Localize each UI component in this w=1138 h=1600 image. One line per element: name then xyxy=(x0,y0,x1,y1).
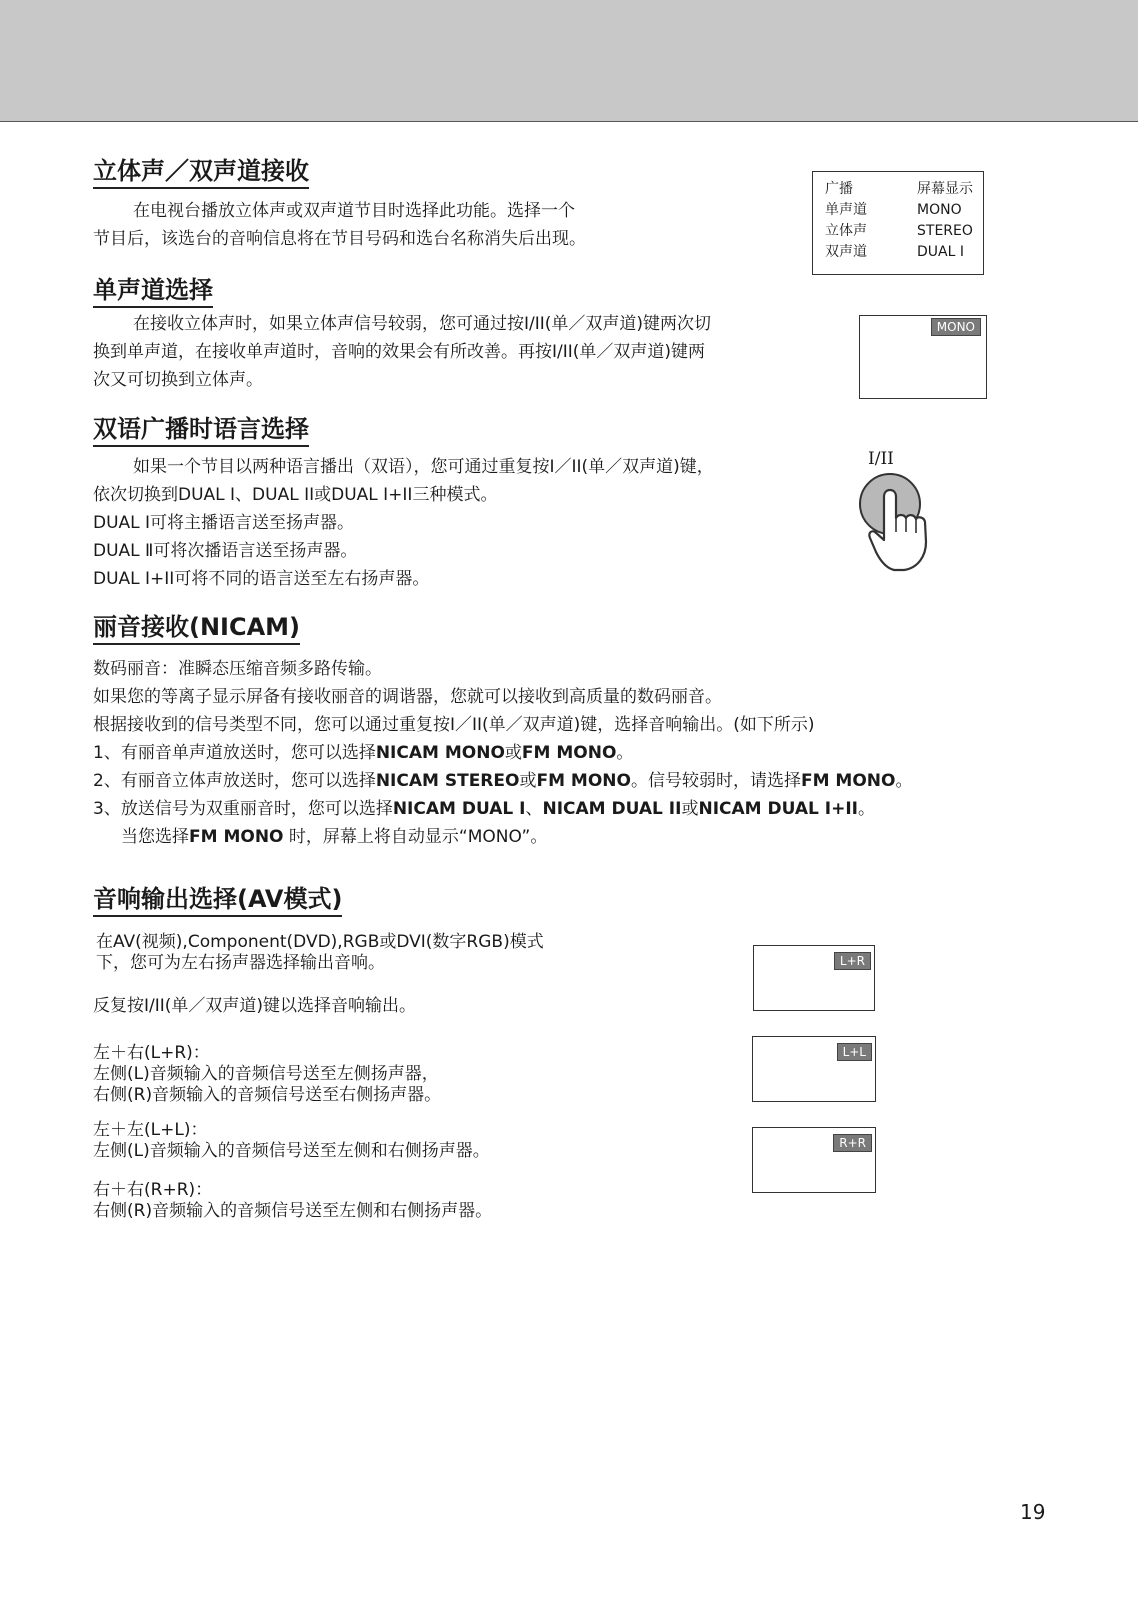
text-line: 左＋左(L+L)： xyxy=(93,1120,208,1140)
screen-ll-preview xyxy=(752,1036,876,1102)
dual-text xyxy=(93,453,714,593)
list-item xyxy=(93,795,912,823)
text-line: 如果您的等离子显示屏备有接收丽音的调谐器，您就可以接收到高质量的数码丽音。 xyxy=(93,687,722,707)
text-line: 换到单声道，在接收单声道时，音响的效果会有所改善。再按I/II(单／双声道)键两 xyxy=(93,342,706,362)
text-line: 左侧(L)音频输入的音频信号送至左侧扬声器， xyxy=(93,1064,439,1084)
key-label: I/II xyxy=(868,449,894,469)
bold-span: NICAM DUAL I+II xyxy=(698,799,859,819)
text-span: 。信号较弱时，请选择 xyxy=(630,771,801,791)
text-line: 次又可切换到立体声。 xyxy=(93,370,263,390)
bold-span: NICAM MONO xyxy=(375,743,505,763)
text-span: 当您选择 xyxy=(121,827,189,847)
section-title-dual: 双语广播时语言选择 xyxy=(93,414,309,447)
screen-rr-preview xyxy=(752,1127,876,1193)
bold-span: NICAM STEREO xyxy=(375,771,520,791)
table-cell: 双声道 xyxy=(825,244,867,260)
text-line: DUAL Ⅰ+II可将不同的语言送至左右扬声器。 xyxy=(93,569,430,589)
mono-text xyxy=(93,310,711,394)
av-lr-block xyxy=(93,1043,441,1106)
text-span: 时，屏幕上将自动显示“MONO”。 xyxy=(283,827,548,847)
text-line: 根据接收到的信号类型不同，您可以通过重复按I／II(单／双声道)键，选择音响输出。(如下所示) xyxy=(93,715,815,735)
text-line: 左＋右(L+R)： xyxy=(93,1043,210,1063)
text-line: 右侧(R)音频输入的音频信号送至左侧和右侧扬声器。 xyxy=(93,1201,493,1221)
text-line: 依次切换到DUAL Ⅰ、DUAL II或DUAL I+II三种模式。 xyxy=(93,485,498,505)
section-title-mono: 单声道选择 xyxy=(93,275,213,308)
av-instruction: 反复按I/II(单／双声道)键以选择音响输出。 xyxy=(93,996,417,1016)
table-cell: 单声道 xyxy=(825,202,867,218)
text-span: 2、有丽音立体声放送时，您可以选择 xyxy=(93,771,376,791)
text-line: DUAL Ⅱ可将次播语言送至扬声器。 xyxy=(93,541,358,561)
screen-lr-preview xyxy=(753,945,875,1011)
text-span: 1、有丽音单声道放送时，您可以选择 xyxy=(93,743,376,763)
header-band xyxy=(0,0,1138,122)
bold-span: FM MONO xyxy=(521,743,617,763)
text-span: 或 xyxy=(519,771,537,791)
mono-badge: MONO xyxy=(931,318,981,336)
broadcast-display-table xyxy=(812,171,984,275)
nicam-text xyxy=(93,655,912,851)
bold-span: FM MONO xyxy=(800,771,896,791)
section-title-av: 音响输出选择(AV模式) xyxy=(93,884,342,917)
text-span: 。 xyxy=(858,799,876,819)
table-row xyxy=(825,200,973,221)
table-cell: 立体声 xyxy=(825,223,867,239)
rr-badge: R+R xyxy=(833,1134,872,1152)
list-item xyxy=(93,739,912,767)
text-span: 3、放送信号为双重丽音时，您可以选择 xyxy=(93,799,393,819)
table-cell: MONO xyxy=(917,202,962,218)
table-cell: DUAL I xyxy=(917,244,964,260)
text-line: 右侧(R)音频输入的音频信号送至右侧扬声器。 xyxy=(93,1085,442,1105)
table-cell: 广播 xyxy=(825,181,853,197)
bold-span: FM MONO xyxy=(536,771,631,791)
text-line: 数码丽音：准瞬态压缩音频多路传输。 xyxy=(93,659,382,679)
ll-badge: L+L xyxy=(837,1043,872,1061)
bold-span: FM MONO xyxy=(189,827,284,847)
text-line: 在接收立体声时，如果立体声信号较弱，您可通过按I/II(单／双声道)键两次切 xyxy=(133,314,712,334)
table-cell: 屏幕显示 xyxy=(917,181,973,197)
section-title-nicam: 丽音接收(NICAM) xyxy=(93,612,300,645)
text-line: 在AV(视频),Component(DVD),RGB或DVI(数字RGB)模式 xyxy=(96,932,544,952)
text-span: 或 xyxy=(681,799,699,819)
section-title-stereo: 立体声／双声道接收 xyxy=(93,156,309,189)
text-line: 左侧(L)音频输入的音频信号送至左侧和右侧扬声器。 xyxy=(93,1141,490,1161)
text-line: 如果一个节目以两种语言播出（双语），您可通过重复按I／II(单／双声道)键， xyxy=(133,457,714,477)
text-line: 下，您可为左右扬声器选择输出音响。 xyxy=(96,953,385,973)
table-row xyxy=(825,179,973,200)
text-span: 。 xyxy=(616,743,634,763)
stereo-text xyxy=(93,197,586,253)
text-line: 右＋右(R+R)： xyxy=(93,1180,213,1200)
note-line xyxy=(93,823,912,851)
av-intro xyxy=(96,932,544,974)
page-number: 19 xyxy=(1020,1500,1046,1524)
text-span: 。 xyxy=(895,771,913,791)
list-item xyxy=(93,767,912,795)
text-span: 或 xyxy=(504,743,522,763)
bold-span: NICAM DUAL II xyxy=(542,799,682,819)
table-row xyxy=(825,242,973,263)
table-row xyxy=(825,221,973,242)
text-line: DUAL Ⅰ可将主播语言送至扬声器。 xyxy=(93,513,355,533)
av-rr-block xyxy=(93,1180,492,1222)
bold-span: NICAM DUAL I xyxy=(392,799,526,819)
table-cell: STEREO xyxy=(917,223,973,239)
text-span: 、 xyxy=(525,799,543,819)
lr-badge: L+R xyxy=(834,952,871,970)
text-line: 在电视台播放立体声或双声道节目时选择此功能。选择一个 xyxy=(133,201,575,221)
av-ll-block xyxy=(93,1120,490,1162)
text-line: 节目后，该选台的音响信息将在节目号码和选台名称消失后出现。 xyxy=(93,229,586,249)
hand-pressing-button-icon xyxy=(852,472,948,576)
screen-mono-preview xyxy=(859,315,987,399)
